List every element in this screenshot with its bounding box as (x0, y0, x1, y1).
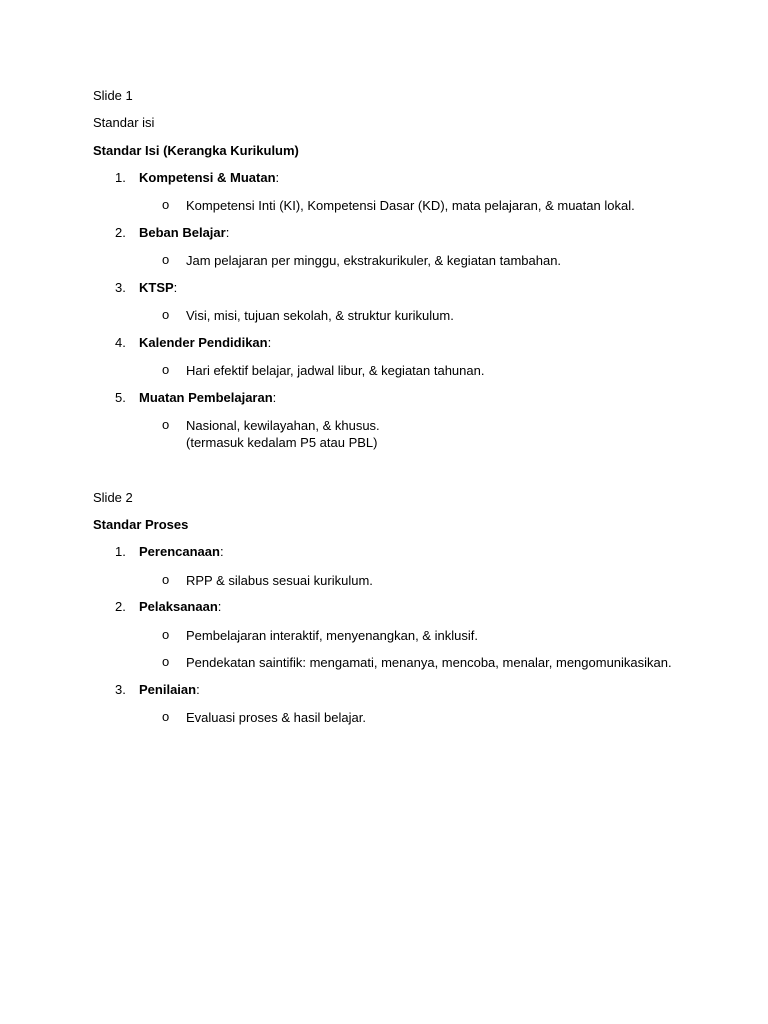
item-suffix: : (272, 390, 277, 405)
slide-2-label: Slide 2 (93, 490, 133, 505)
bullet-icon: o (162, 572, 170, 587)
item-label (139, 682, 200, 698)
item-number: 2. (115, 599, 126, 614)
sub-item-text: Hari efektif belajar, jadwal libur, & kegiatan tahunan. (186, 363, 485, 378)
item-number: 4. (115, 335, 126, 350)
item-title: KTSP (139, 280, 174, 295)
item-title: Pelaksanaan (139, 599, 218, 614)
sub-item-text: Evaluasi proses & hasil belajar. (186, 710, 366, 725)
item-number: 1. (115, 170, 126, 185)
item-number: 5. (115, 390, 126, 405)
bullet-icon: o (162, 627, 170, 642)
item-suffix: : (196, 682, 200, 697)
item-suffix: : (173, 280, 178, 295)
bullet-icon: o (162, 709, 170, 724)
item-title: Kalender Pendidikan (139, 335, 268, 350)
item-title: Muatan Pembelajaran (139, 390, 273, 405)
sub-item-text: Kompetensi Inti (KI), Kompetensi Dasar (KD), mata pelajaran, & muatan lokal. (186, 198, 635, 213)
slide-1-label: Slide 1 (93, 88, 133, 103)
bullet-icon: o (162, 197, 170, 212)
sub-item-note: (termasuk kedalam P5 atau PBL) (186, 435, 378, 450)
item-number: 3. (115, 280, 126, 295)
item-label (139, 335, 271, 351)
slide-1-subtitle: Standar isi (93, 115, 155, 130)
slide-1-heading: Standar Isi (Kerangka Kurikulum) (93, 143, 299, 158)
slide-2-heading: Standar Proses (93, 517, 189, 532)
sub-item-text: Pembelajaran interaktif, menyenangkan, & inklusif. (186, 628, 478, 643)
item-title: Perencanaan (139, 544, 220, 559)
item-title: Kompetensi & Muatan (139, 170, 276, 185)
bullet-icon: o (162, 252, 170, 267)
bullet-icon: o (162, 417, 170, 432)
item-number: 2. (115, 225, 126, 240)
bullet-icon: o (162, 654, 170, 669)
item-number: 1. (115, 544, 126, 559)
item-label (139, 599, 221, 615)
sub-item-text: Nasional, kewilayahan, & khusus. (186, 418, 380, 433)
item-label (139, 280, 177, 296)
bullet-icon: o (162, 362, 170, 377)
item-suffix: : (219, 544, 224, 559)
item-title: Penilaian (139, 682, 197, 697)
sub-item-text: Jam pelajaran per minggu, ekstrakurikuler, & kegiatan tambahan. (186, 253, 562, 268)
item-label (139, 170, 279, 186)
item-label (139, 225, 229, 241)
sub-item-text: Pendekatan saintifik: mengamati, menanya, mencoba, menalar, mengomunikasikan. (186, 655, 672, 670)
item-suffix: : (275, 170, 280, 185)
sub-item-text: Visi, misi, tujuan sekolah, & struktur kurikulum. (186, 308, 454, 323)
item-suffix: : (217, 599, 222, 614)
item-suffix: : (267, 335, 272, 350)
item-suffix: : (225, 225, 230, 240)
item-title: Beban Belajar (139, 225, 226, 240)
item-label (139, 390, 276, 406)
bullet-icon: o (162, 307, 170, 322)
sub-item-text: RPP & silabus sesuai kurikulum. (186, 573, 373, 588)
item-label (139, 544, 224, 560)
item-number: 3. (115, 682, 126, 697)
